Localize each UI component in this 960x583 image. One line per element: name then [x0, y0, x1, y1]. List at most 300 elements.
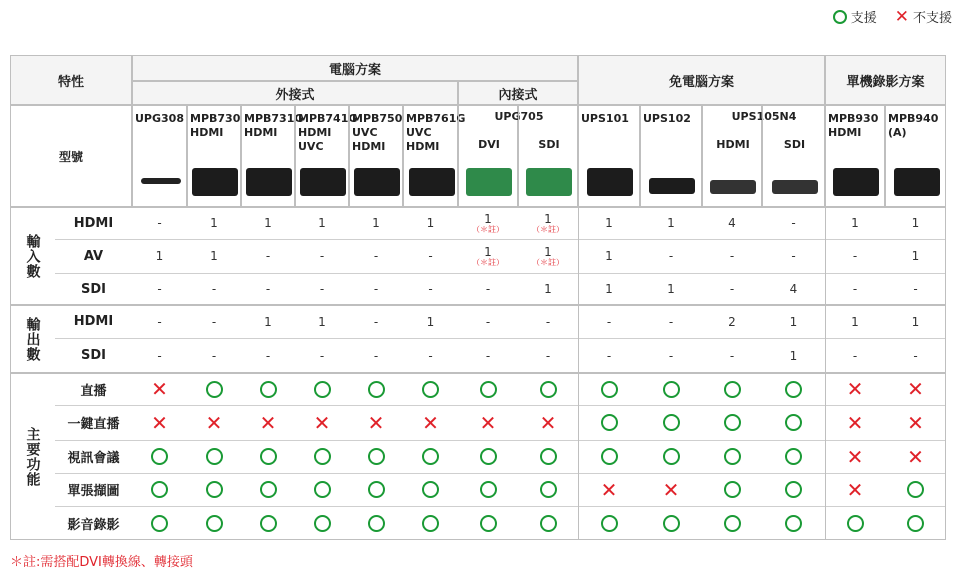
- model-name: MPB761G: [406, 112, 466, 125]
- note-mark: （＊註）: [532, 225, 564, 234]
- model-name: UPG705: [494, 110, 544, 123]
- value-cell: [187, 405, 241, 440]
- value-text: -: [545, 348, 551, 363]
- value-cell: [825, 239, 885, 273]
- support-circle-icon: [724, 381, 741, 398]
- support-circle-icon: [833, 10, 847, 24]
- value-cell: [187, 338, 241, 373]
- support-circle-icon: [422, 515, 439, 532]
- value-cell: [640, 273, 702, 305]
- value-text: 2: [728, 314, 736, 329]
- model-sub: HDMI: [298, 126, 332, 139]
- row-label: SDI: [81, 281, 106, 297]
- value-text: -: [668, 348, 674, 363]
- value-text: -: [485, 348, 491, 363]
- value-text: 1: [426, 216, 435, 230]
- value-cell: [132, 373, 187, 405]
- value-text: 1: [318, 314, 326, 329]
- support-circle-icon: [206, 481, 223, 498]
- value-text: 1: [911, 314, 920, 329]
- value-cell: [132, 305, 187, 338]
- value-cell: [458, 273, 518, 305]
- value-cell: [518, 273, 578, 305]
- value-cell: [295, 405, 349, 440]
- row-label: 一鍵直播: [67, 417, 120, 432]
- value-cell: [825, 305, 885, 338]
- not-support-x-icon: ✕: [907, 410, 924, 435]
- value-cell: [762, 239, 825, 273]
- value-cell: [295, 239, 349, 273]
- pcless-header: 免電腦方案: [578, 55, 825, 105]
- value-cell: [578, 440, 640, 473]
- value-text: 1: [544, 212, 552, 226]
- model-cell: [578, 105, 640, 207]
- value-cell: [702, 338, 762, 373]
- value-cell: [349, 473, 403, 506]
- product-image: [894, 168, 940, 196]
- support-circle-icon: [260, 515, 277, 532]
- support-circle-icon: [907, 481, 924, 498]
- value-cell: [640, 440, 702, 473]
- value-cell: [403, 473, 458, 506]
- value-cell: [702, 405, 762, 440]
- value-text: -: [265, 348, 271, 363]
- support-circle-icon: [601, 414, 618, 431]
- value-cell: [825, 207, 885, 239]
- value-cell: [241, 405, 295, 440]
- value-cell: [578, 405, 640, 440]
- model-sub: HDMI: [244, 126, 278, 139]
- value-cell: [762, 273, 825, 305]
- product-image: [246, 168, 292, 196]
- value-cell: [702, 239, 762, 273]
- value-text: 1: [667, 282, 675, 296]
- model-sub: HDMI: [716, 138, 750, 151]
- value-cell: [403, 440, 458, 473]
- value-cell: [702, 440, 762, 473]
- model-cell: [132, 105, 187, 207]
- model-cell: [885, 105, 946, 207]
- value-text: -: [157, 282, 162, 296]
- not-support-x-icon: ✕: [539, 410, 557, 435]
- value-text: -: [319, 282, 325, 296]
- value-cell: [762, 338, 825, 373]
- value-text: 1: [605, 249, 613, 263]
- section-divider: [578, 207, 579, 540]
- row-label: HDMI: [73, 314, 114, 329]
- value-text: -: [428, 282, 433, 296]
- value-text: -: [211, 348, 217, 363]
- value-cell: [458, 207, 518, 239]
- value-text: -: [319, 348, 325, 363]
- value-cell: [349, 207, 403, 239]
- value-cell: [825, 473, 885, 506]
- support-circle-icon: [785, 515, 802, 532]
- value-text: -: [791, 249, 796, 263]
- model-name: MPB750: [352, 112, 403, 125]
- not-support-x-icon: ✕: [422, 410, 439, 435]
- not-support-x-icon: ✕: [479, 410, 497, 435]
- model-name: UPS105N4: [731, 110, 797, 123]
- value-cell: [578, 273, 640, 305]
- value-cell: [132, 506, 187, 540]
- value-cell: [241, 338, 295, 373]
- support-circle-icon: [368, 448, 385, 465]
- not-support-x-icon: ✕: [846, 377, 864, 401]
- value-text: -: [265, 282, 271, 296]
- value-cell: [640, 338, 702, 373]
- value-text: -: [606, 348, 612, 363]
- not-support-x-icon: ✕: [151, 377, 168, 401]
- support-circle-icon: [314, 448, 331, 465]
- value-cell: [885, 305, 946, 338]
- support-circle-icon: [724, 515, 741, 532]
- row-label: SDI: [81, 348, 106, 363]
- support-circle-icon: [724, 414, 741, 431]
- legend: [833, 7, 952, 26]
- value-cell: [518, 207, 578, 239]
- value-cell: [349, 506, 403, 540]
- value-text: -: [265, 249, 271, 263]
- value-text: -: [729, 249, 735, 263]
- not-support-x-icon: ✕: [600, 477, 618, 502]
- model-cell: [825, 105, 885, 207]
- value-cell: [132, 405, 187, 440]
- model-cell: [403, 105, 466, 207]
- row-label: 直播: [80, 383, 107, 399]
- value-text: -: [428, 348, 433, 363]
- value-cell: [578, 305, 640, 338]
- support-circle-icon: [540, 481, 557, 498]
- support-circle-icon: [785, 414, 802, 431]
- note-mark: （＊註）: [472, 225, 504, 234]
- value-text: 1: [210, 216, 218, 230]
- value-cell: [762, 207, 825, 239]
- value-cell: [458, 473, 518, 506]
- value-text: -: [428, 249, 433, 263]
- value-cell: [825, 373, 885, 405]
- not-support-x-icon: ✕: [259, 410, 277, 435]
- value-text: 1: [789, 314, 798, 329]
- value-cell: [349, 373, 403, 405]
- value-text: 1: [911, 216, 920, 230]
- support-circle-icon: [724, 448, 741, 465]
- product-image: [354, 168, 400, 196]
- value-text: -: [373, 282, 379, 296]
- not-support-x-icon: ✕: [846, 477, 864, 502]
- support-circle-icon: [206, 515, 223, 532]
- value-text: 1: [264, 216, 272, 230]
- support-circle-icon: [540, 448, 557, 465]
- support-circle-icon: [663, 515, 680, 532]
- value-cell: [702, 273, 762, 305]
- value-cell: [349, 239, 403, 273]
- value-cell: [241, 305, 295, 338]
- support-circle-icon: [785, 481, 802, 498]
- support-circle-icon: [151, 481, 168, 498]
- group-label: 主要功能: [24, 426, 41, 487]
- value-cell: [187, 273, 241, 305]
- value-text: -: [668, 314, 674, 329]
- value-cell: [578, 239, 640, 273]
- model-cell: [762, 105, 825, 207]
- value-cell: [458, 338, 518, 373]
- support-circle-icon: [422, 381, 439, 398]
- support-circle-icon: [847, 515, 864, 532]
- value-text: -: [373, 348, 379, 363]
- model-name: MPB940: [888, 112, 939, 125]
- not-support-x-icon: ✕: [151, 410, 168, 435]
- value-cell: [349, 273, 403, 305]
- model-name: UPG308: [135, 112, 184, 125]
- support-circle-icon: [368, 481, 385, 498]
- product-image: [833, 168, 879, 196]
- value-cell: [518, 373, 578, 405]
- model-cell: [458, 105, 544, 207]
- support-circle-icon: [601, 448, 618, 465]
- support-circle-icon: [480, 515, 497, 532]
- value-cell: [403, 405, 458, 440]
- value-cell: [885, 338, 946, 373]
- support-circle-icon: [785, 381, 802, 398]
- value-cell: [403, 305, 458, 338]
- value-cell: [518, 338, 578, 373]
- support-circle-icon: [260, 448, 277, 465]
- value-cell: [187, 305, 241, 338]
- value-cell: [458, 405, 518, 440]
- model-cell: [518, 105, 578, 207]
- value-cell: [640, 473, 702, 506]
- value-cell: [349, 440, 403, 473]
- model-sub: UVC: [352, 126, 378, 139]
- value-cell: [518, 506, 578, 540]
- support-circle-icon: [206, 448, 223, 465]
- support-circle-icon: [480, 381, 497, 398]
- value-cell: [825, 405, 885, 440]
- value-cell: [403, 207, 458, 239]
- model-name: UPS102: [643, 112, 691, 125]
- value-cell: [885, 440, 946, 473]
- value-cell: [187, 373, 241, 405]
- value-text: -: [545, 314, 551, 329]
- value-cell: [762, 305, 825, 338]
- value-cell: [825, 506, 885, 540]
- value-cell: [518, 440, 578, 473]
- support-circle-icon: [260, 481, 277, 498]
- value-cell: [403, 338, 458, 373]
- value-text: -: [485, 282, 491, 296]
- support-circle-icon: [314, 515, 331, 532]
- model-name: UPS101: [581, 112, 629, 125]
- model-sub: SDI: [783, 138, 806, 151]
- value-text: -: [373, 314, 379, 329]
- not-support-x-icon: ✕: [894, 6, 909, 27]
- value-cell: [640, 239, 702, 273]
- value-text: -: [913, 282, 918, 296]
- value-text: 1: [544, 245, 552, 259]
- section-divider: [825, 207, 826, 540]
- value-cell: [578, 207, 640, 239]
- value-cell: [702, 473, 762, 506]
- product-image: [300, 168, 346, 196]
- not-support-x-icon: ✕: [846, 444, 864, 469]
- value-cell: [187, 207, 241, 239]
- value-text: 4: [789, 282, 798, 296]
- value-text: -: [668, 249, 674, 263]
- value-cell: [403, 273, 458, 305]
- value-cell: [702, 373, 762, 405]
- not-support-x-icon: ✕: [205, 410, 223, 435]
- value-text: 1: [484, 245, 492, 259]
- value-cell: [578, 473, 640, 506]
- not-support-x-icon: ✕: [907, 444, 924, 469]
- support-circle-icon: [314, 381, 331, 398]
- value-cell: [187, 239, 241, 273]
- model-sub: HDMI: [828, 126, 862, 139]
- support-circle-icon: [368, 381, 385, 398]
- external-header: 外接式: [132, 81, 458, 105]
- value-cell: [518, 405, 578, 440]
- support-circle-icon: [206, 381, 223, 398]
- value-text: -: [791, 216, 796, 230]
- value-cell: [640, 305, 702, 338]
- value-text: -: [606, 314, 612, 329]
- value-cell: [241, 473, 295, 506]
- value-cell: [403, 506, 458, 540]
- value-text: -: [211, 314, 217, 329]
- model-name: MPB741G: [298, 112, 358, 125]
- value-cell: [578, 338, 640, 373]
- value-cell: [825, 338, 885, 373]
- model-name: MPB731G: [244, 112, 304, 125]
- value-text: -: [157, 314, 162, 329]
- note-mark: （＊註）: [472, 258, 504, 267]
- value-text: 4: [728, 216, 736, 230]
- value-cell: [578, 506, 640, 540]
- value-cell: [295, 338, 349, 373]
- support-circle-icon: [663, 414, 680, 431]
- value-cell: [825, 440, 885, 473]
- support-circle-icon: [260, 381, 277, 398]
- value-text: 1: [264, 314, 272, 329]
- group-label: 輸入數: [24, 233, 41, 279]
- model-sub: HDMI: [406, 140, 440, 153]
- support-circle-icon: [663, 381, 680, 398]
- value-cell: [458, 373, 518, 405]
- value-text: 1: [210, 249, 218, 263]
- support-circle-icon: [368, 515, 385, 532]
- value-text: -: [729, 282, 735, 296]
- model-cell: [295, 105, 358, 207]
- support-circle-icon: [151, 515, 168, 532]
- not-support-x-icon: ✕: [313, 410, 331, 435]
- product-image: [587, 168, 633, 196]
- value-cell: [187, 506, 241, 540]
- value-cell: [885, 506, 946, 540]
- model-sub: UVC: [406, 126, 432, 139]
- value-cell: [702, 305, 762, 338]
- value-cell: [295, 440, 349, 473]
- support-circle-icon: [480, 481, 497, 498]
- feature-header: 特性: [10, 55, 132, 105]
- value-cell: [349, 338, 403, 373]
- model-cell: [187, 105, 241, 207]
- product-image: [466, 168, 512, 196]
- model-sub: HDMI: [352, 140, 386, 153]
- value-cell: [640, 207, 702, 239]
- not-support-x-icon: ✕: [846, 410, 864, 435]
- value-text: 1: [667, 216, 675, 230]
- value-cell: [403, 373, 458, 405]
- value-cell: [702, 506, 762, 540]
- value-cell: [295, 473, 349, 506]
- value-cell: [458, 440, 518, 473]
- value-cell: [295, 373, 349, 405]
- value-text: 1: [789, 348, 798, 363]
- value-text: 1: [911, 249, 920, 263]
- model-sub: UVC: [298, 140, 324, 153]
- value-text: 1: [426, 314, 435, 329]
- row-label: 單張擷圖: [67, 484, 120, 499]
- product-image: [649, 178, 695, 194]
- value-cell: [132, 473, 187, 506]
- value-text: -: [852, 282, 858, 296]
- product-image: [710, 180, 756, 194]
- value-text: 1: [851, 314, 859, 329]
- value-cell: [132, 207, 187, 239]
- support-circle-icon: [422, 448, 439, 465]
- model-header: 型號: [10, 105, 132, 207]
- support-circle-icon: [480, 448, 497, 465]
- not-support-x-icon: ✕: [662, 477, 680, 502]
- value-cell: [762, 473, 825, 506]
- product-image: [138, 168, 184, 196]
- value-cell: [349, 305, 403, 338]
- support-circle-icon: [151, 448, 168, 465]
- value-cell: [403, 239, 458, 273]
- value-cell: [458, 305, 518, 338]
- value-cell: [241, 207, 295, 239]
- value-cell: [885, 273, 946, 305]
- support-circle-icon: [314, 481, 331, 498]
- value-text: -: [852, 348, 858, 363]
- value-cell: [241, 440, 295, 473]
- product-image: [772, 180, 818, 194]
- value-cell: [187, 440, 241, 473]
- value-text: 1: [318, 216, 326, 230]
- value-cell: [132, 239, 187, 273]
- value-cell: [241, 373, 295, 405]
- value-cell: [885, 373, 946, 405]
- value-cell: [885, 239, 946, 273]
- value-cell: [241, 239, 295, 273]
- product-image: [409, 168, 455, 196]
- value-text: 1: [605, 282, 613, 296]
- model-cell: [640, 105, 702, 207]
- value-text: -: [913, 348, 918, 363]
- support-circle-icon: [785, 448, 802, 465]
- value-text: -: [852, 249, 858, 263]
- value-cell: [458, 506, 518, 540]
- value-text: -: [157, 348, 162, 363]
- value-cell: [518, 473, 578, 506]
- row-label: 影音錄影: [67, 517, 120, 533]
- support-circle-icon: [724, 481, 741, 498]
- value-cell: [132, 273, 187, 305]
- value-text: -: [373, 249, 379, 263]
- value-cell: [458, 239, 518, 273]
- not-support-x-icon: ✕: [907, 377, 924, 401]
